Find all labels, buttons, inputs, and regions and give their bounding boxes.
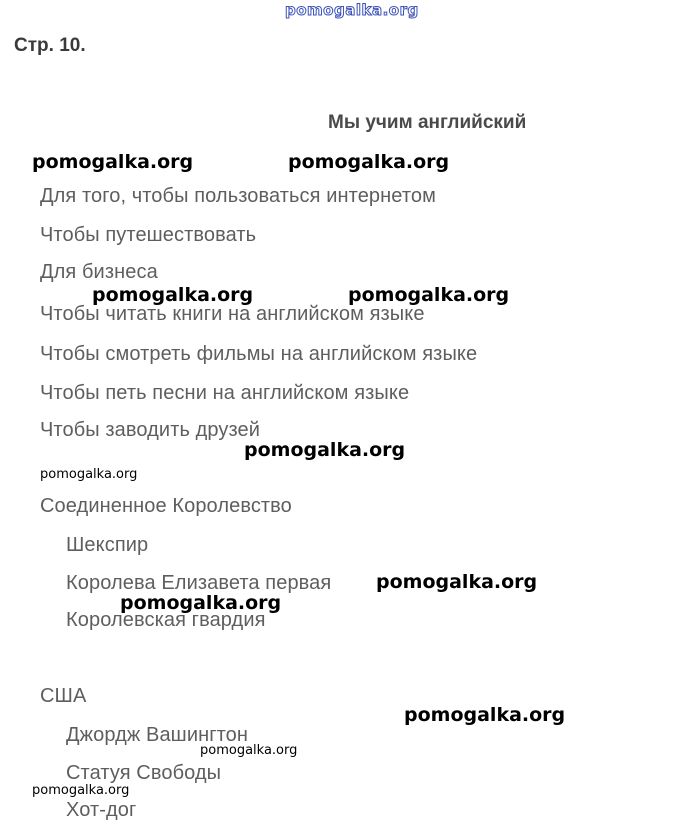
uk-item: Королевская гвардия <box>66 609 266 631</box>
watermark: pomogalka.org <box>200 743 298 758</box>
watermark: pomogalka.org <box>120 592 282 614</box>
reason-item: Для того, чтобы пользоваться интернетом <box>40 185 436 207</box>
watermark: pomogalka.org <box>404 704 566 726</box>
uk-item: Королева Елизавета первая <box>66 572 332 594</box>
uk-title: Соединенное Королевство <box>40 495 292 517</box>
watermark: pomogalka.org <box>32 151 194 173</box>
section-heading: Мы учим английский <box>328 112 527 133</box>
reason-item: Чтобы путешествовать <box>40 224 257 246</box>
watermark: pomogalka.org <box>244 439 406 461</box>
usa-item: Хот-дог <box>66 799 137 821</box>
uk-item: Шекспир <box>66 534 149 556</box>
watermark: pomogalka.org <box>348 284 510 306</box>
watermark: pomogalka.org <box>288 151 450 173</box>
watermark: pomogalka.org <box>92 284 254 306</box>
reason-item: Чтобы петь песни на английском языке <box>40 382 410 404</box>
usa-title: США <box>40 685 87 707</box>
reason-item: Для бизнеса <box>40 261 158 283</box>
reason-item: Чтобы читать книги на английском языке <box>40 303 425 325</box>
reason-item: Чтобы заводить друзей <box>40 419 261 441</box>
watermark: pomogalka.org <box>32 783 130 798</box>
usa-item: Джордж Вашингтон <box>66 724 249 746</box>
watermark: pomogalka.org <box>376 571 538 593</box>
watermark-top: pomogalka.org <box>285 1 419 19</box>
reason-item: Чтобы смотреть фильмы на английском языке <box>40 343 478 365</box>
page-number: Стр. 10. <box>14 35 86 56</box>
watermark: pomogalka.org <box>40 467 138 482</box>
usa-item: Статуя Свободы <box>66 762 222 784</box>
